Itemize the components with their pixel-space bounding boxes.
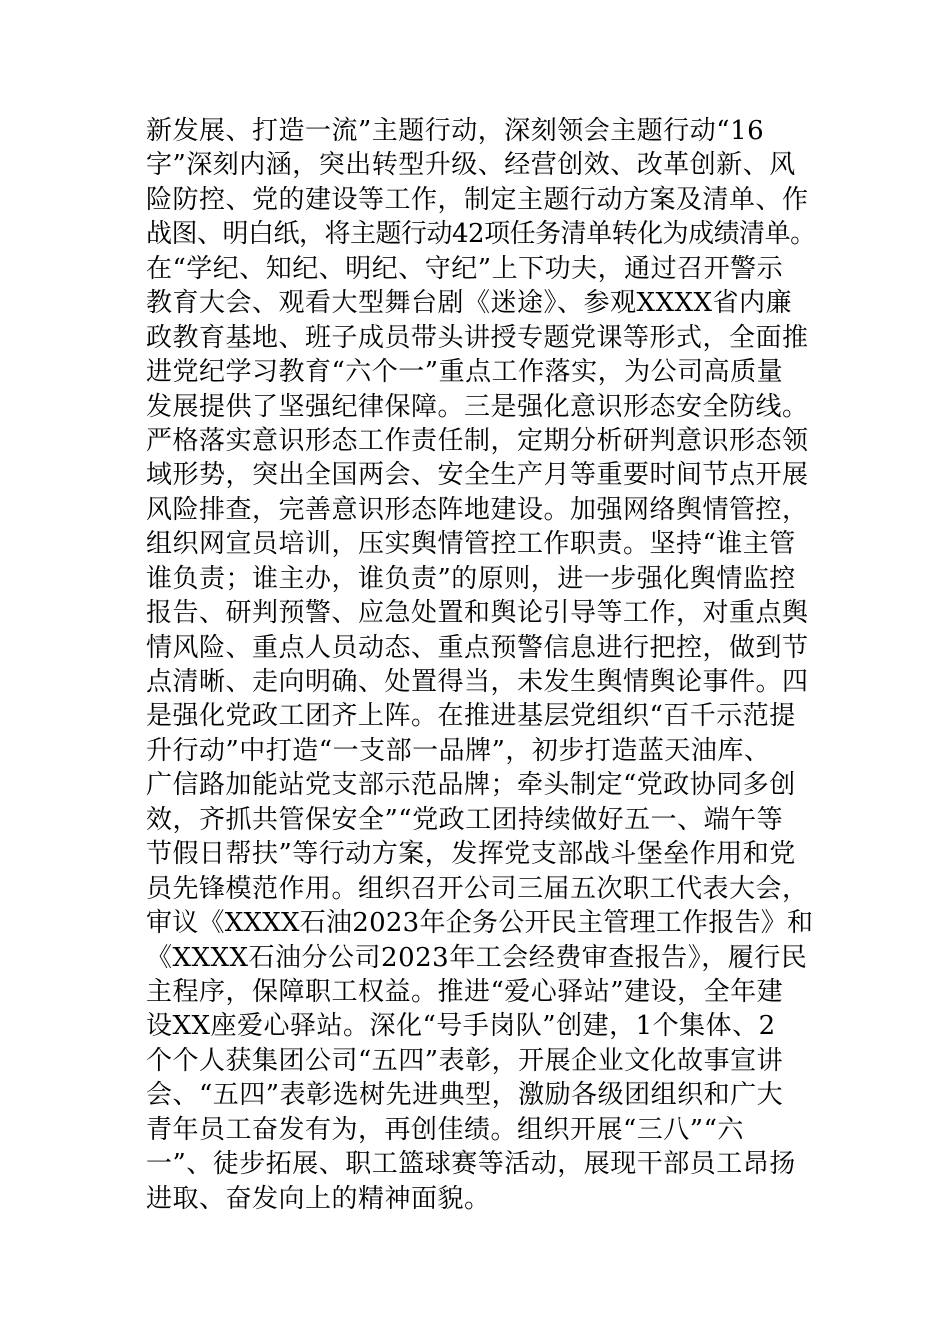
body-text bbox=[146, 114, 816, 1216]
text-line: 主程序，保障职工权益。推进“爱心驿站”建设，全年建 bbox=[146, 976, 784, 1007]
text-line: 员先锋模范作用。组织召开公司三届五次职工代表大会， bbox=[146, 873, 809, 904]
text-line: 在“学纪、知纪、明纪、守纪”上下功夫，通过召开警示 bbox=[146, 253, 784, 284]
text-line: 青年员工奋发有为，再创佳绩。组织开展“三八”“六 bbox=[146, 1114, 744, 1145]
text-line: 教育大会、观看大型舞台剧《迷途》、参观XXXX省内廉 bbox=[146, 288, 793, 319]
text-line: 战图、明白纸，将主题行动42项任务清单转化为成绩清单。 bbox=[146, 219, 816, 250]
text-line: 《XXXX石油分公司2023年工会经费审查报告》，履行民 bbox=[146, 942, 808, 973]
text-line: 会、“五四”表彰选树先进典型，激励各级团组织和广大 bbox=[146, 1080, 784, 1111]
text-line: 新发展、打造一流”主题行动，深刻领会主题行动“16 bbox=[146, 116, 765, 146]
text-line: 升行动”中打造“一支部一品牌”，初步打造蓝天油库、 bbox=[146, 735, 771, 766]
text-line: 情风险、重点人员动态、重点预警信息进行把控，做到节 bbox=[146, 632, 809, 663]
text-line: 发展提供了坚强纪律保障。三是强化意识形态安全防线。 bbox=[146, 391, 809, 422]
text-line: 进取、奋发向上的精神面貌。 bbox=[146, 1183, 491, 1214]
text-line: 点清晰、走向明确、处置得当，未发生舆情舆论事件。四 bbox=[146, 667, 809, 697]
text-line: 谁负责；谁主办，谁负责”的原则，进一步强化舆情监控 bbox=[146, 563, 796, 594]
text-line: 险防控、党的建设等工作，制定主题行动方案及清单、作 bbox=[146, 184, 809, 215]
text-line: 风险排查，完善意识形态阵地建设。加强网络舆情管控， bbox=[146, 494, 809, 525]
text-line: 报告、研判预警、应急处置和舆论引导等工作，对重点舆 bbox=[146, 598, 809, 629]
text-line: 审议《XXXX石油2023年企务公开民主管理工作报告》和 bbox=[146, 908, 814, 939]
text-line: 广信路加能站党支部示范品牌；牵头制定“党政协同多创 bbox=[146, 770, 796, 801]
text-line: 域形势，突出全国两会、安全生产月等重要时间节点开展 bbox=[146, 460, 809, 491]
text-line: 是强化党政工团齐上阵。在推进基层党组织“百千示范提 bbox=[146, 701, 796, 732]
text-line: 字”深刻内涵，突出转型升级、经营创效、改革创新、风 bbox=[146, 150, 796, 181]
text-line: 政教育基地、班子成员带头讲授专题党课等形式，全面推 bbox=[146, 322, 809, 353]
text-line: 严格落实意识形态工作责任制，定期分析研判意识形态领 bbox=[146, 425, 809, 456]
text-line: 节假日帮扶”等行动方案，发挥党支部战斗堡垒作用和党 bbox=[146, 839, 796, 870]
text-line: 一”、徒步拓展、职工篮球赛等活动，展现干部员工昂扬 bbox=[146, 1149, 796, 1180]
text-line: 效，齐抓共管保安全”“党政工团持续做好五一、端午等 bbox=[146, 804, 784, 835]
text-line: 组织网宣员培训，压实舆情管控工作职责。坚持“谁主管 bbox=[146, 529, 796, 560]
text-line: 进党纪学习教育“六个一”重点工作落实，为公司高质量 bbox=[146, 357, 784, 388]
text-line: 设XX座爱心驿站。深化“号手岗队”创建，1个集体、2 bbox=[146, 1011, 776, 1042]
text-line: 个个人获集团公司“五四”表彰，开展企业文化故事宣讲 bbox=[146, 1045, 784, 1076]
